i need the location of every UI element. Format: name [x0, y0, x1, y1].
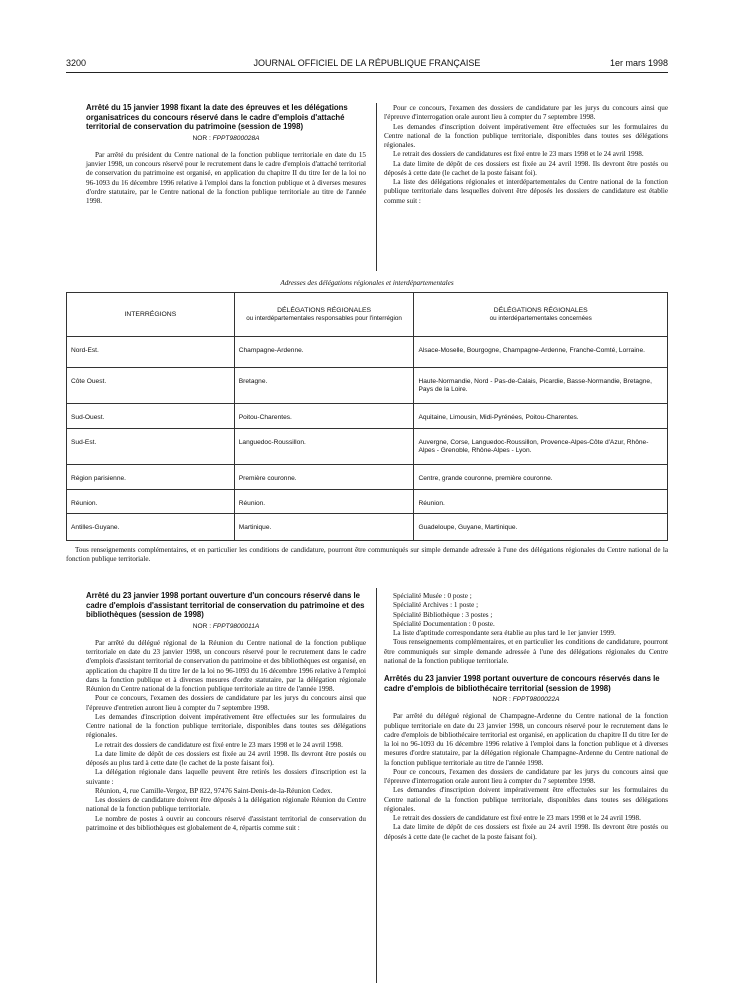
- cell-concernees: Centre, grande couronne, première couronne.: [414, 465, 668, 490]
- header-delegations-responsables: DÉLÉGATIONS RÉGIONALES ou interdépartementales responsables pour l'interrégion: [234, 293, 414, 337]
- table-closing-note: [66, 546, 668, 565]
- cell-interregion: Côte Ouest.: [67, 368, 235, 404]
- article3-paragraph: Pour ce concours, l'examen des dossiers de candidature par les jurys du concours ainsi que l'épreuve d'interrogation orale auront lieu à compter du 7 septembre 1998.: [384, 767, 668, 785]
- cell-concernees: Haute-Normandie, Nord - Pas-de-Calais, Picardie, Basse-Normandie, Bretagne, Pays de la Loire.: [414, 368, 668, 404]
- cell-delegation: Réunion.: [234, 490, 414, 514]
- article2-speciality: Spécialité Archives : 1 poste ;: [393, 601, 479, 610]
- table-row: [67, 429, 668, 465]
- closing-paragraph: Tous renseignements complémentaires, et en particulier les conditions de candidature, pourront être communiqués sur simple demande adressée à l'une des délégations régionales du Centre national de la fonction publique territoriale.: [66, 546, 668, 564]
- article2-paragraph: Réunion, 4, rue Camille-Vergoz, BP 822, 97476 Saint-Denis-de-la-Réunion Cedex.: [95, 786, 333, 795]
- table-header-row: [67, 293, 668, 337]
- table-row: [67, 514, 668, 541]
- cell-concernees: Alsace-Moselle, Bourgogne, Champagne-Ardenne, Franche-Comté, Lorraine.: [414, 337, 668, 368]
- column-divider: [376, 103, 377, 271]
- article1-right-column: [384, 104, 668, 206]
- article1-paragraph: La date limite de dépôt de ces dossiers est fixée au 24 avril 1998. Ils devront être postés ou déposés à cette date (le cachet de la poste faisant foi).: [384, 159, 668, 177]
- article2-speciality: Spécialité Bibliothèque : 3 postes ;: [393, 610, 493, 619]
- article1-title: Arrêté du 15 janvier 1998 fixant la date des épreuves et les délégations organisatrices du concours réservé dans le cadre d'emplois d'attaché territorial de conservation du patrimoine (session de 1998): [86, 103, 348, 131]
- article2-paragraph: Les demandes d'inscription doivent impérativement être effectuées sur les formulaires du Centre national de la fonction publique territoriale, disponibles dans toutes ses délégations régionales.: [86, 712, 366, 740]
- article1-paragraph: Le retrait des dossiers de candidatures est fixé entre le 23 mars 1998 et le 24 avril 1998.: [393, 150, 644, 159]
- header-rule: [66, 72, 668, 73]
- table-row: [67, 490, 668, 514]
- article2-paragraph: La liste d'aptitude correspondante sera établie au plus tard le 1er janvier 1999.: [393, 629, 616, 637]
- article3-paragraph: Les demandes d'inscription doivent impérativement être effectuées sur les formulaires du Centre national de la fonction publique territoriale, disponibles dans toutes ses délégations régionales.: [384, 786, 668, 813]
- table-caption: Adresses des délégations régionales et interdépartementales: [280, 279, 454, 287]
- article1-left-column: [86, 103, 366, 206]
- article2-paragraph: La date limite de dépôt de ces dossiers est fixée au 24 avril 1998. Ils devront être postés ou déposés au plus tard à cette date (le cachet de la poste faisant foi).: [86, 749, 366, 767]
- spacer: [384, 666, 668, 674]
- article2-speciality: Spécialité Musée : 0 poste ;: [393, 592, 472, 600]
- cell-delegation: Poitou-Charentes.: [234, 404, 414, 429]
- cell-interregion: Région parisienne.: [67, 465, 235, 490]
- cell-delegation: Languedoc-Roussillon.: [234, 429, 414, 465]
- article2-paragraph: Le retrait des dossiers de candidature est fixé entre le 23 mars 1998 et le 24 avril 1998.: [95, 740, 343, 749]
- article3-paragraph: Le retrait des dossiers de candidature est fixé entre le 23 mars 1998 et le 24 avril 1998.: [393, 814, 641, 822]
- cell-delegation: Champagne-Ardenne.: [234, 337, 414, 368]
- article3-paragraph: Par arrêté du délégué régional de Champagne-Ardenne du Centre national de la fonction publique territoriale en date du 23 janvier 1998, un concours réservé pour le recrutement dans le cadre d'emplois de bibliothécaire territorial est organisé, en application du chapitre II du titre Ier de la loi no 96-1093 du 16 décembre 1996 relative à l'emploi dans la fonction publique et à diverses mesures d'ordre statutaire, par la délégation régionale Champagne-Ardenne du Centre national de la fonction publique territoriale au titre de l'année 1998.: [384, 712, 668, 767]
- cell-interregion: Sud-Ouest.: [67, 404, 235, 429]
- page-number: 3200: [66, 58, 87, 68]
- article2-nor-code: FPPT9800011A: [212, 622, 260, 630]
- article1-paragraph: Les demandes d'inscription doivent impérativement être effectuées sur les formulaires du Centre national de la fonction publique territoriale, disponibles dans toutes ses délégations régionales.: [384, 122, 668, 149]
- article2-left-column: [86, 591, 366, 833]
- table-row: [67, 337, 668, 368]
- article1-paragraph: La liste des délégations régionales et interdépartementales du Centre national de la fonction publique territoriale dans lesquelles doivent être déposés les dossiers de candidature est établie comme suit :: [384, 178, 668, 205]
- cell-interregion: Nord-Est.: [67, 337, 235, 368]
- article3-nor: NOR : FPPT9800022A: [492, 696, 560, 703]
- cell-delegation: Martinique.: [234, 514, 414, 541]
- article2-paragraph: Les dossiers de candidature doivent être déposés à la délégation régionale Réunion du Centre national de la fonction publique territoriale.: [86, 796, 366, 814]
- table-row: [67, 404, 668, 429]
- article1-nor: NOR : FPPT9800028A: [192, 134, 260, 142]
- article2-nor: NOR : FPPT9800011A: [192, 622, 260, 630]
- cell-delegation: Bretagne.: [234, 368, 414, 404]
- article3-nor-code: FPPT9800022A: [512, 696, 560, 703]
- article1-paragraph: Par arrêté du président du Centre national de la fonction publique territoriale en date du 15 janvier 1998, un concours réservé pour le recrutement dans le cadre d'emplois d'attaché territorial de conservation du patrimoine est organisé, en application du chapitre II du titre Ier de la loi no 96-1093 du 16 décembre 1996 relative à l'emploi dans la fonction publique et à diverses mesures d'ordre statutaire, par le Centre national de la fonction publique territoriale au titre de l'année 1998.: [86, 150, 366, 205]
- cell-concernees: Guadeloupe, Guyane, Martinique.: [414, 514, 668, 541]
- column-divider: [376, 588, 377, 983]
- article2-paragraph: Tous renseignements complémentaires, et en particulier les conditions de candidature, pourront être communiqués sur simple demande adressée à l'une des délégations régionales du Centre national de la fonction publique territoriale.: [384, 638, 668, 665]
- article2-right-column: [384, 592, 668, 842]
- article2-title: Arrêté du 23 janvier 1998 portant ouverture d'un concours réservé dans le cadre d'emplois d'assistant territorial de conservation du patrimoine et des bibliothèques (session de 1998): [86, 591, 365, 619]
- page-header: [66, 58, 668, 72]
- header-delegations-concernees: DÉLÉGATIONS RÉGIONALES ou interdépartementales concernées: [414, 293, 668, 337]
- article2-speciality: Spécialité Documentation : 0 poste.: [393, 619, 495, 628]
- article3-title: Arrêtés du 23 janvier 1998 portant ouverture de concours réservés dans le cadre d'emplois de bibliothécaire territorial (session de 1998): [384, 674, 660, 693]
- cell-delegation: Première couronne.: [234, 465, 414, 490]
- article2-paragraph: Pour ce concours, l'examen des dossiers de candidature par les jurys du concours ainsi que l'épreuve d'entretien auront lieu à compter du 7 septembre 1998.: [86, 694, 366, 712]
- article2-paragraph: Par arrêté du délégué régional de la Réunion du Centre national de la fonction publique territoriale en date du 23 janvier 1998, un concours réservé pour le recrutement dans le cadre d'emplois d'assistant territorial de conservation du patrimoine et des bibliothèques est organisé, en application du chapitre II du titre Ier de la loi no 96-1093 du 16 décembre 1996 relative à l'emploi dans la fonction publique et à diverses mesures d'ordre statutaire, par la délégation régionale Réunion du Centre national de la fonction publique territoriale au titre de l'année 1998.: [86, 638, 366, 693]
- journal-title: JOURNAL OFFICIEL DE LA RÉPUBLIQUE FRANÇAISE: [253, 58, 481, 68]
- article1-nor-code: FPPT9800028A: [212, 134, 260, 142]
- cell-interregion: Sud-Est.: [67, 429, 235, 465]
- table-row: [67, 465, 668, 490]
- cell-interregion: Réunion.: [67, 490, 235, 514]
- header-interregions: INTERRÉGIONS: [67, 293, 235, 337]
- cell-concernees: Réunion.: [414, 490, 668, 514]
- cell-concernees: Auvergne, Corse, Languedoc-Roussillon, Provence-Alpes-Côte d'Azur, Rhône-Alpes - Grenoble, Rhône-Alpes - Lyon.: [414, 429, 668, 465]
- issue-date: 1er mars 1998: [609, 58, 668, 68]
- delegations-table: [66, 292, 668, 541]
- article2-paragraph: Le nombre de postes à ouvrir au concours réservé d'assistant territorial de conservation du patrimoine et des bibliothèques est globalement de 4, répartis comme suit :: [86, 814, 366, 832]
- article2-paragraph: La délégation régionale dans laquelle peuvent être retirés les dossiers d'inscription est la suivante :: [86, 768, 366, 786]
- cell-concernees: Aquitaine, Limousin, Midi-Pyrénées, Poitou-Charentes.: [414, 404, 668, 429]
- article3-paragraph: La date limite de dépôt de ces dossiers est fixée au 24 avril 1998. Ils devront être postés ou déposés à cette date (le cachet de la poste faisant foi).: [384, 823, 668, 841]
- article1-paragraph: Pour ce concours, l'examen des dossiers de candidature par les jurys du concours ainsi que l'épreuve d'interrogation orale auront lieu à compter du 7 septembre 1998.: [384, 104, 668, 122]
- cell-interregion: Antilles-Guyane.: [67, 514, 235, 541]
- table-row: [67, 368, 668, 404]
